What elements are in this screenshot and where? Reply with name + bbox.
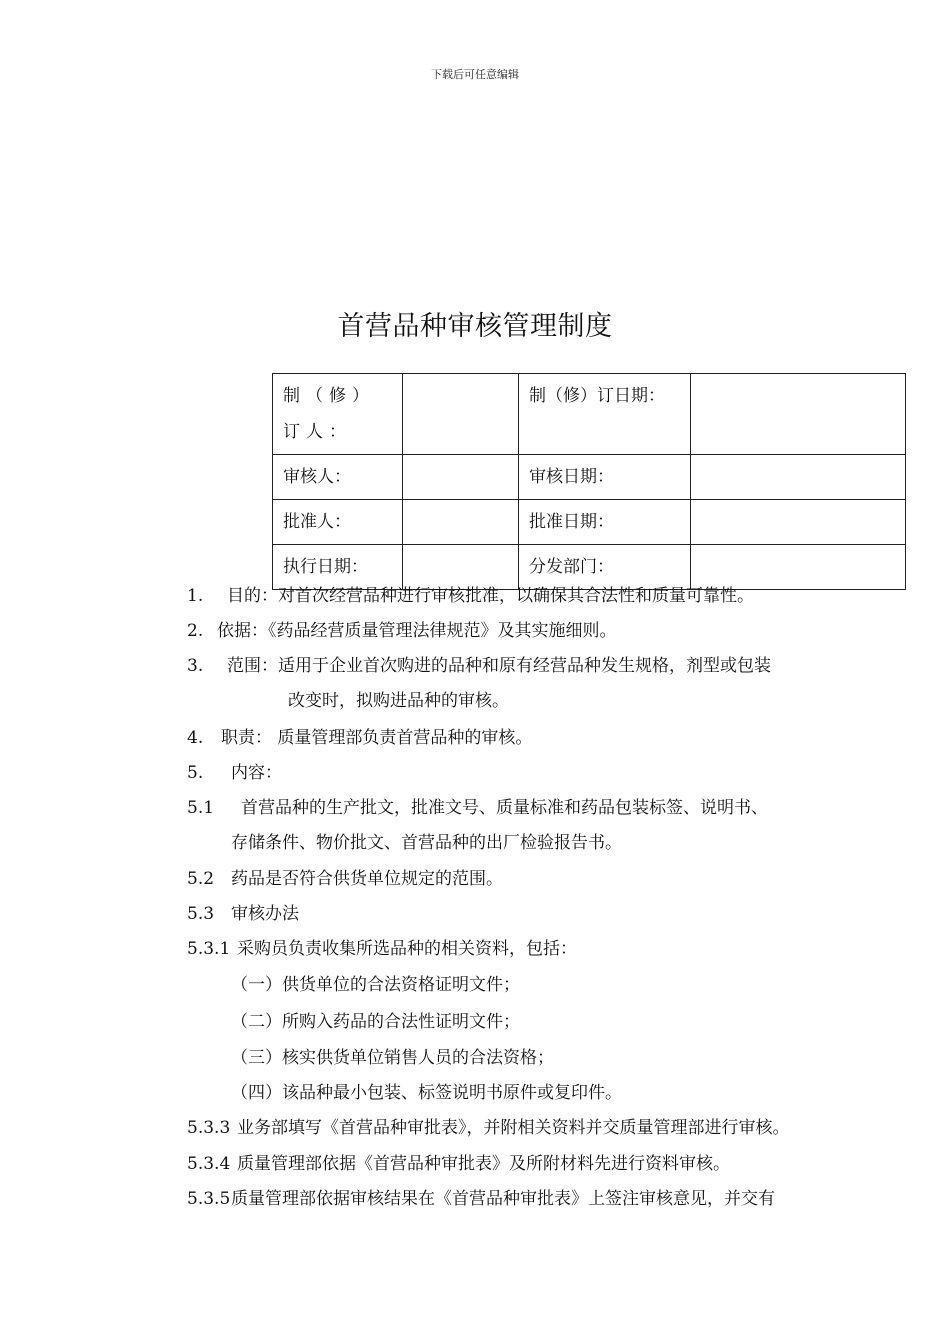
revise-date-value <box>691 374 906 455</box>
section-number: 5.3 <box>187 904 215 924</box>
section-text: （三）核实供货单位销售人员的合法资格； <box>231 1048 554 1068</box>
section-number: 4. <box>187 728 204 748</box>
section-number: 5.3.1 <box>187 939 231 959</box>
section-text: 内容： <box>231 763 282 783</box>
section-4 <box>187 727 532 749</box>
list-item <box>231 1082 622 1104</box>
section-text: 职责： 质量管理部负责首营品种的审核。 <box>221 728 533 748</box>
section-text: 改变时，拟购进品种的审核。 <box>288 691 509 711</box>
section-3 <box>187 655 771 677</box>
document-title: 首营品种审核管理制度 <box>337 311 613 342</box>
reviser-label: 制（修）订人： <box>273 374 403 455</box>
section-number: 5.1 <box>187 798 215 818</box>
section-5-1-continued <box>231 832 622 854</box>
section-text: 审核办法 <box>231 904 299 924</box>
section-5-3-4 <box>187 1153 730 1175</box>
table-row <box>273 545 906 590</box>
section-text: 首营品种的生产批文，批准文号、质量标准和药品包装标签、说明书、 <box>241 798 768 818</box>
header-note: 下载后可任意编辑 <box>431 68 519 81</box>
section-number: 3. <box>187 656 204 676</box>
table-row <box>273 500 906 545</box>
reviewer-value <box>403 455 519 500</box>
approver-label: 批准人： <box>273 500 403 545</box>
dept-value <box>691 545 906 590</box>
section-5-3-5 <box>187 1188 775 1210</box>
section-5-3 <box>187 903 299 925</box>
section-text: 存储条件、物价批文、首营品种的出厂检验报告书。 <box>231 833 622 853</box>
approver-value <box>403 500 519 545</box>
revision-info-table <box>272 373 906 590</box>
section-3-continued <box>288 690 509 712</box>
section-5-3-3 <box>187 1117 790 1139</box>
section-text: 质量管理部依据审核结果在《首营品种审批表》上签注审核意见，并交有 <box>231 1189 775 1209</box>
list-item <box>231 1011 520 1033</box>
review-date-value <box>691 455 906 500</box>
section-text: 业务部填写《首营品种审批表》，并附相关资料并交质量管理部进行审核。 <box>237 1118 790 1138</box>
section-text: （一）供货单位的合法资格证明文件； <box>231 975 520 995</box>
review-date-label: 审核日期： <box>519 455 691 500</box>
section-5 <box>187 762 282 784</box>
section-5-1 <box>187 797 768 819</box>
reviewer-label: 审核人： <box>273 455 403 500</box>
exec-date-label: 执行日期： <box>273 545 403 590</box>
dept-label: 分发部门： <box>519 545 691 590</box>
table-row <box>273 455 906 500</box>
section-text: （二）所购入药品的合法性证明文件； <box>231 1012 520 1032</box>
section-number: 5.3.4 <box>187 1154 231 1174</box>
section-number: 5.2 <box>187 869 215 889</box>
reviser-value <box>403 374 519 455</box>
section-number: 5. <box>187 763 204 783</box>
section-text: 采购员负责收集所选品种的相关资料，包括： <box>237 939 577 959</box>
list-item <box>231 1047 554 1069</box>
section-text: 依据：《药品经营质量管理法律规范》及其实施细则。 <box>217 621 617 641</box>
section-number: 5.3.3 <box>187 1118 231 1138</box>
section-number: 1. <box>187 586 204 606</box>
section-1 <box>187 585 754 607</box>
section-text: 目的：对首次经营品种进行审核批准，以确保其合法性和质量可靠性。 <box>227 586 754 606</box>
section-text: 药品是否符合供货单位规定的范围。 <box>231 869 503 889</box>
approve-date-label: 批准日期： <box>519 500 691 545</box>
revise-date-label: 制（修）订日期： <box>519 374 691 455</box>
exec-date-value <box>403 545 519 590</box>
section-number: 5.3.5 <box>187 1189 231 1209</box>
section-text: 范围：适用于企业首次购进的品种和原有经营品种发生规格，剂型或包装 <box>227 656 771 676</box>
section-5-2 <box>187 868 503 890</box>
section-2 <box>187 620 617 642</box>
section-text: 质量管理部依据《首营品种审批表》及所附材料先进行资料审核。 <box>237 1154 730 1174</box>
section-5-3-1 <box>187 938 577 960</box>
list-item <box>231 974 520 996</box>
approve-date-value <box>691 500 906 545</box>
section-number: 2. <box>187 621 204 641</box>
table-row <box>273 374 906 455</box>
section-text: （四）该品种最小包装、标签说明书原件或复印件。 <box>231 1083 622 1103</box>
